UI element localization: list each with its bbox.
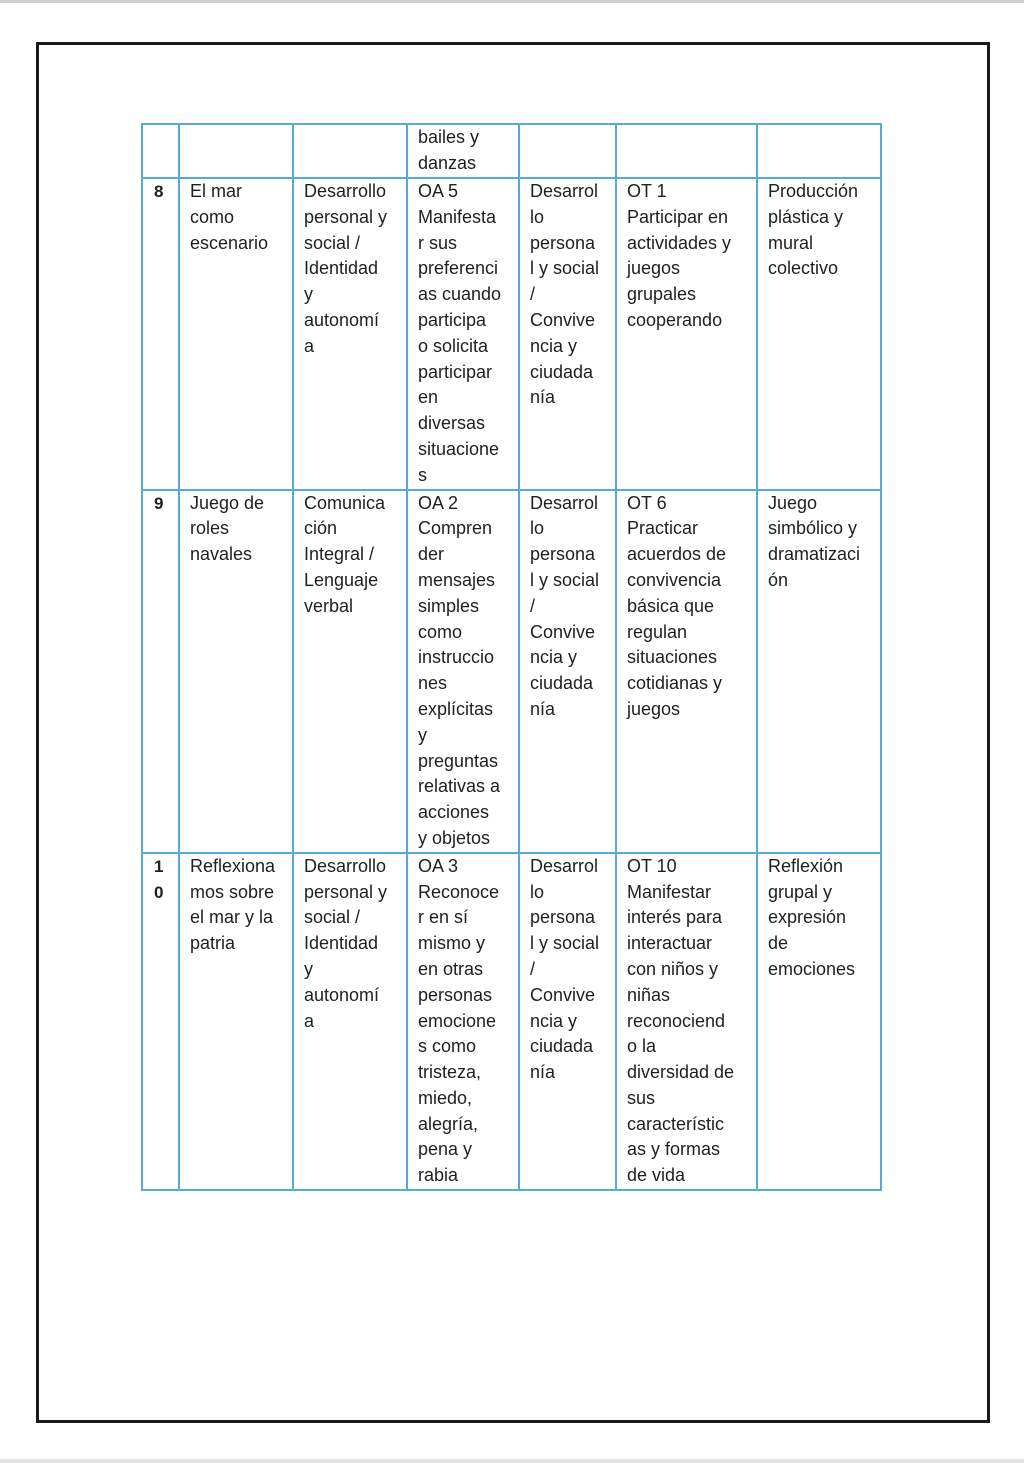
cell-experience: Juego de roles navales [179, 490, 293, 853]
planning-table [141, 123, 882, 1191]
cell-experience: El mar como escenario [179, 178, 293, 490]
viewer-bottom-rule [0, 1459, 1024, 1463]
cell-number: 8 [142, 178, 179, 490]
cell-number [142, 124, 179, 178]
cell-oa: bailes y danzas [407, 124, 519, 178]
cell-number: 1 0 [142, 853, 179, 1190]
cell-ot [616, 124, 757, 178]
cell-experience: Reflexiona mos sobre el mar y la patria [179, 853, 293, 1190]
cell-oa: OA 2 Compren der mensajes simples como instruccio nes explícitas y preguntas relativas a acciones y objetos [407, 490, 519, 853]
cell-ot: OT 10 Manifestar interés para interactuar con niños y niñas reconociend o la diversidad de sus característic as y formas de vida [616, 853, 757, 1190]
cell-ambito: Comunica ción Integral / Lenguaje verbal [293, 490, 407, 853]
table-row [142, 124, 881, 178]
cell-ambito: Desarrollo personal y social / Identidad y autonomí a [293, 178, 407, 490]
cell-nucleo [519, 124, 616, 178]
cell-activity: Reflexión grupal y expresión de emociones [757, 853, 881, 1190]
table-row [142, 853, 881, 1190]
table-row [142, 490, 881, 853]
viewer-top-rule [0, 0, 1024, 3]
table-row [142, 178, 881, 490]
cell-nucleo: Desarrol lo persona l y social / Convive ncia y ciudada nía [519, 853, 616, 1190]
cell-ambito [293, 124, 407, 178]
cell-ot: OT 1 Participar en actividades y juegos grupales cooperando [616, 178, 757, 490]
cell-oa: OA 5 Manifesta r sus preferenci as cuando participa o solicita participar en diversas situacione s [407, 178, 519, 490]
cell-activity: Juego simbólico y dramatizaci ón [757, 490, 881, 853]
cell-oa: OA 3 Reconoce r en sí mismo y en otras personas emocione s como tristeza, miedo, alegría, pena y rabia [407, 853, 519, 1190]
cell-activity: Producción plástica y mural colectivo [757, 178, 881, 490]
cell-number: 9 [142, 490, 179, 853]
cell-activity [757, 124, 881, 178]
cell-nucleo: Desarrol lo persona l y social / Convive ncia y ciudada nía [519, 178, 616, 490]
cell-ambito: Desarrollo personal y social / Identidad y autonomí a [293, 853, 407, 1190]
cell-nucleo: Desarrol lo persona l y social / Convive ncia y ciudada nía [519, 490, 616, 853]
cell-experience [179, 124, 293, 178]
cell-ot: OT 6 Practicar acuerdos de convivencia básica que regulan situaciones cotidianas y juegos [616, 490, 757, 853]
